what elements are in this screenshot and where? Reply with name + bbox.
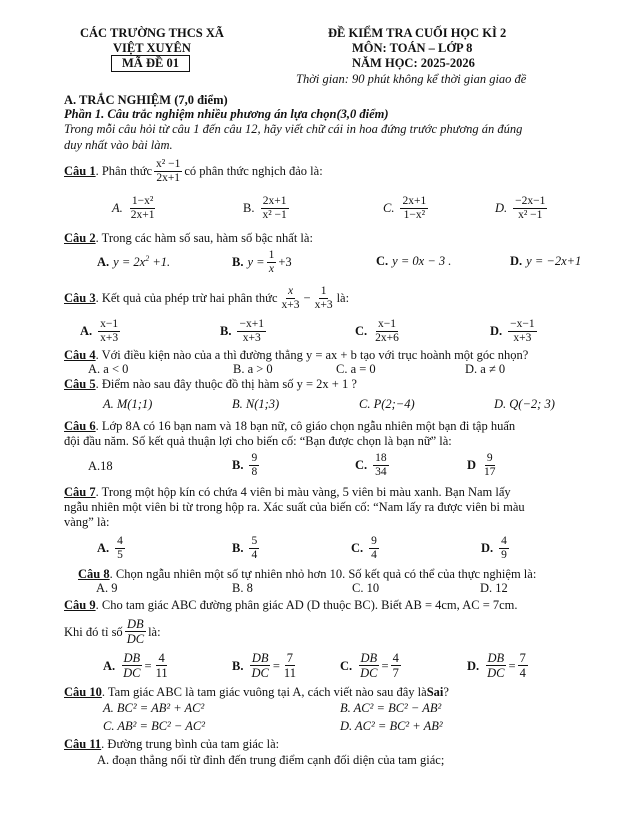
question-6-line2: đội đầu năm. Số kết quả thuận lợi cho biến cố: “Bạn được chọn là bạn nữ” là: bbox=[64, 434, 452, 448]
question-4 bbox=[64, 349, 528, 362]
q2-option-c[interactable]: C. y = 0x − 3 . bbox=[376, 254, 452, 268]
q3-option-c[interactable]: C. $\frac{x-1}{2x+6}$ bbox=[355, 318, 399, 345]
q7-option-b[interactable]: B. $\frac{5}{4}$ bbox=[232, 535, 258, 562]
question-label: Câu 6 bbox=[64, 419, 96, 433]
q2-option-d[interactable]: D. y = −2x+1 bbox=[510, 254, 582, 268]
question-text-tail: ? bbox=[443, 685, 449, 699]
q5-option-b[interactable]: B. N(1;3) bbox=[232, 397, 280, 411]
q5-option-c[interactable]: C. P(2;−4) bbox=[359, 397, 415, 411]
q10-option-d[interactable]: D. AC² = BC² + AB² bbox=[340, 719, 443, 733]
question-label: Câu 4 bbox=[64, 348, 96, 362]
question-text-tail: có phân thức nghịch đảo là: bbox=[184, 164, 323, 179]
question-label: Câu 3 bbox=[64, 291, 96, 306]
q11-option-a[interactable]: A. đoạn thẳng nối từ đỉnh đến trung điểm cạnh đối diện của tam giác; bbox=[97, 753, 445, 767]
question-text: . Với điều kiện nào của a thì đường thẳng y = ax + b tạo với trục hoành một góc nhọn? bbox=[95, 348, 529, 362]
q6-option-d[interactable]: D $\frac{9}{17}$ bbox=[467, 452, 496, 479]
question-label: Câu 10 bbox=[64, 685, 102, 699]
question-3: Câu 3 . Kết quả của phép trừ hai phân thức $\frac{x}{x+3}$ − $\frac{1}{x+3}$ là: bbox=[64, 285, 350, 312]
school-name-line1: CÁC TRƯỜNG THCS XÃ bbox=[80, 26, 224, 40]
instruction-line2: duy nhất vào bài làm. bbox=[64, 138, 173, 152]
exam-title: ĐỀ KIỂM TRA CUỐI HỌC KÌ 2 bbox=[328, 26, 507, 40]
q4-option-a[interactable]: A. a < 0 bbox=[88, 362, 129, 376]
q1-option-b[interactable]: B. $\frac{2x+1}{\text{x² −1}}$ bbox=[243, 195, 287, 222]
exam-code-box: MÃ ĐỀ 01 bbox=[111, 55, 190, 72]
q1-option-a[interactable]: A. $\frac{\text{1−x²}}{2x+1}$ bbox=[112, 195, 155, 222]
question-label: Câu 9 bbox=[64, 598, 96, 612]
question-8 bbox=[78, 568, 536, 581]
question-label: Câu 11 bbox=[64, 737, 102, 751]
q2-option-a[interactable]: A. $y = 2x^2 +1$. bbox=[97, 254, 171, 270]
q9-option-d[interactable]: D. $\frac{DB}{DC}$ = $\frac{7}{4}$ bbox=[467, 651, 526, 681]
part1-title: Phần 1. Câu trắc nghiệm nhiều phương án lựa chọn(3,0 điểm) bbox=[64, 107, 389, 121]
question-text-tail: là: bbox=[336, 291, 350, 306]
q9-option-a[interactable]: A. $\frac{DB}{DC}$ = $\frac{4}{11}$ bbox=[103, 651, 168, 681]
q4-option-c[interactable]: C. a = 0 bbox=[336, 362, 376, 376]
question-text: . Kết quả của phép trừ hai phân thức bbox=[95, 291, 278, 306]
question-label: Câu 7 bbox=[64, 485, 96, 499]
q5-option-a[interactable]: A. M(1;1) bbox=[103, 397, 153, 411]
question-7-line3: vàng” là: bbox=[64, 515, 110, 529]
question-text: . Tam giác ABC là tam giác vuông tại A, cách viết nào sau đây là bbox=[101, 685, 427, 699]
question-text: . Phân thức bbox=[95, 164, 153, 179]
question-text-emphasis: Sai bbox=[426, 685, 444, 699]
q8-option-c[interactable]: C. 10 bbox=[352, 581, 380, 595]
question-7-line2: ngẫu nhiên một viên bi từ trong hộp ra. Xác suất của biến cố: “Nam lấy ra được viên bi màu bbox=[64, 500, 525, 514]
q1-option-c[interactable]: C. $\frac{2x+1}{\text{1−x²}}$ bbox=[383, 195, 427, 222]
exam-subject: MÔN: TOÁN – LỚP 8 bbox=[352, 41, 473, 55]
question-label: Câu 8 bbox=[78, 567, 110, 581]
question-text: . Chọn ngẫu nhiên một số tự nhiên nhỏ hơn 10. Số kết quả có thể của thực nghiệm là: bbox=[109, 567, 537, 581]
q4-option-b[interactable]: B. a > 0 bbox=[233, 362, 273, 376]
q2-option-b[interactable]: B. y = $\frac{1}{x}$ +3 bbox=[232, 249, 292, 276]
question-9-line2: Khi đó tỉ số $\frac{DB}{DC}$ là: bbox=[64, 617, 161, 647]
q6-option-c[interactable]: C. $\frac{18}{34}$ bbox=[355, 452, 387, 479]
school-year: NĂM HỌC: 2025-2026 bbox=[352, 56, 475, 70]
q6-option-b[interactable]: B. $\frac{9}{8}$ bbox=[232, 452, 258, 479]
question-6 bbox=[64, 420, 515, 433]
q10-option-b[interactable]: B. AC² = BC² − AB² bbox=[340, 701, 442, 715]
section-a-title: A. TRẮC NGHIỆM (7,0 điểm) bbox=[64, 93, 228, 107]
q7-option-d[interactable]: D. $\frac{4}{9}$ bbox=[481, 535, 507, 562]
fraction: $\frac{\text{x² −1}}{2x+1}$ bbox=[156, 158, 181, 185]
q3-option-d[interactable]: D. $\frac{-x-1}{x+3}$ bbox=[490, 318, 535, 345]
q7-option-a[interactable]: A. $\frac{4}{5}$ bbox=[97, 535, 123, 562]
question-label: Câu 5 bbox=[64, 377, 96, 391]
question-7 bbox=[64, 486, 511, 499]
q4-option-d[interactable]: D. a ≠ 0 bbox=[465, 362, 506, 376]
question-10 bbox=[64, 686, 449, 699]
question-9 bbox=[64, 599, 518, 612]
fraction: $\frac{1}{x+3}$ bbox=[314, 285, 333, 312]
q8-option-d[interactable]: D. 12 bbox=[480, 581, 508, 595]
question-1 bbox=[64, 158, 323, 185]
q6-option-a[interactable]: A.18 bbox=[88, 459, 113, 473]
q8-option-a[interactable]: A. 9 bbox=[96, 581, 118, 595]
q1-option-d[interactable]: D. $\frac{-2x-1}{\text{x² −1}}$ bbox=[495, 195, 546, 222]
question-text: . Điểm nào sau đây thuộc đồ thị hàm số y = 2x + 1 ? bbox=[95, 377, 357, 391]
question-2 bbox=[64, 232, 313, 245]
question-text: . Trong các hàm số sau, hàm số bậc nhất là: bbox=[95, 231, 313, 245]
fraction: $\frac{x}{x+3}$ bbox=[281, 285, 300, 312]
q10-option-c[interactable]: C. AB² = BC² − AC² bbox=[103, 719, 205, 733]
q3-option-a[interactable]: A. $\frac{x-1}{x+3}$ bbox=[80, 318, 119, 345]
exam-time: Thời gian: 90 phút không kể thời gian giao đề bbox=[296, 72, 527, 86]
question-5 bbox=[64, 378, 357, 391]
question-11 bbox=[64, 738, 279, 751]
question-text: . Cho tam giác ABC đường phân giác AD (D thuộc BC). Biết AB = 4cm, AC = 7cm. bbox=[95, 598, 518, 612]
school-name-line2: VIỆT XUYÊN bbox=[113, 41, 191, 55]
q9-option-c[interactable]: C. $\frac{DB}{DC}$ = $\frac{4}{7}$ bbox=[340, 651, 399, 681]
q5-option-d[interactable]: D. Q(−2; 3) bbox=[494, 397, 555, 411]
question-text: . Lớp 8A có 16 bạn nam và 18 bạn nữ, cô giáo chọn ngẫu nhiên một bạn đi tập huấn bbox=[95, 419, 516, 433]
instruction-line1: Trong mỗi câu hỏi từ câu 1 đến câu 12, hãy viết chữ cái in hoa đứng trước phương án đúng bbox=[64, 122, 523, 136]
q3-option-b[interactable]: B. $\frac{-x+1}{x+3}$ bbox=[220, 318, 264, 345]
q10-option-a[interactable]: A. BC² = AB² + AC² bbox=[103, 701, 205, 715]
q7-option-c[interactable]: C. $\frac{9}{4}$ bbox=[351, 535, 377, 562]
question-label: Câu 1 bbox=[64, 164, 96, 179]
question-text: . Đường trung bình của tam giác là: bbox=[101, 737, 280, 751]
q9-option-b[interactable]: B. $\frac{DB}{DC}$ = $\frac{7}{11}$ bbox=[232, 651, 296, 681]
q8-option-b[interactable]: B. 8 bbox=[232, 581, 253, 595]
question-label: Câu 2 bbox=[64, 231, 96, 245]
question-text: . Trong một hộp kín có chứa 4 viên bi màu vàng, 5 viên bi màu xanh. Bạn Nam lấy bbox=[95, 485, 511, 499]
